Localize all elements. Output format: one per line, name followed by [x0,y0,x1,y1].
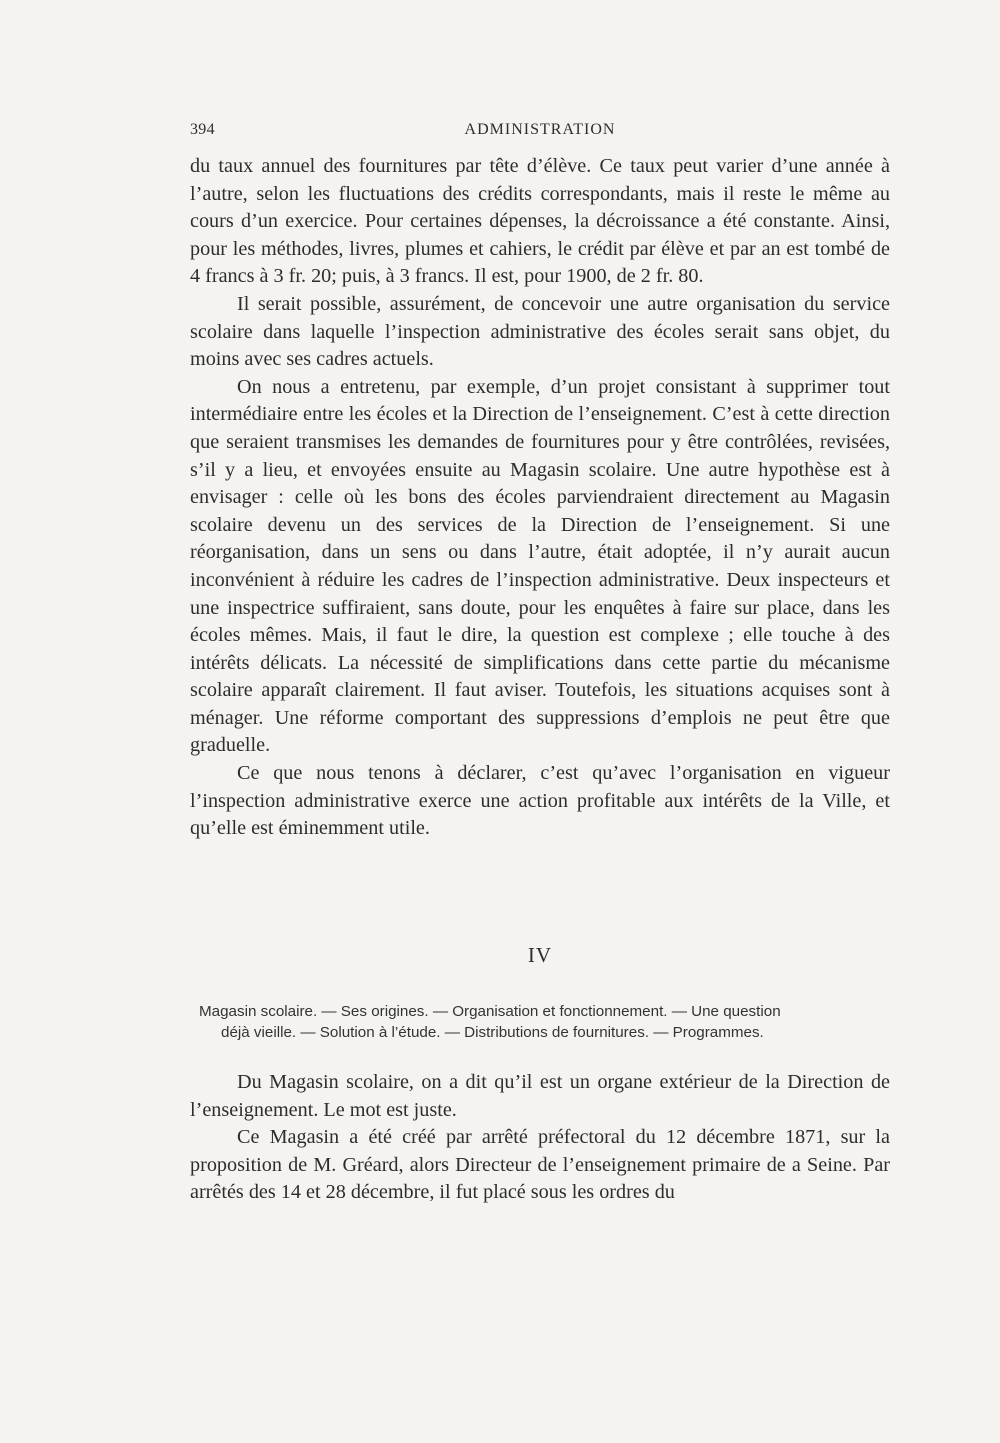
section-number: IV [527,943,553,967]
paragraph: Ce que nous tenons à déclarer, c’est qu’avec l’organisation en vigueur l’inspection administrative exerce une action profitable aux intérêts de la Ville, et qu’elle est éminemment utile. [190,762,890,840]
paragraph: Du Magasin scolaire, on a dit qu’il est un organe extérieur de la Direction de l’enseignement. Le mot est juste. [190,1071,890,1121]
running-title: ADMINISTRATION [464,121,616,138]
paragraph: du taux annuel des fournitures par tête d’élève. Ce taux peut varier d’une année à l’autre, selon les fluctuations des crédits correspondants, mais il reste le même au cours d’un exercice. Pour certaines dépenses, la décroissance a été constante. Ainsi, pour les méthodes, livres, plumes et cahiers, le crédit par élève et par an est tombé de 4 francs à 3 fr. 20; puis, à 3 francs. Il est, pour 1900, de 2 fr. 80. [190,155,890,288]
paragraph: On nous a entretenu, par exemple, d’un projet consistant à supprimer tout intermédiaire entre les écoles et la Direction de l’enseignement. C’est à cette direction que seraient transmises les demandes de fournitures pour y être contrôlées, revisées, s’il y a lieu, et envoyées ensuite au Magasin scolaire. Une autre hypothèse est à envisager : celle où les bons des écoles parviendraient directement au Magasin scolaire devenu un des services de la Direction de l’enseignement. Si une réorganisation, dans un sens ou dans l’autre, était adoptée, il n’y aurait aucun inconvénient à réduire les cadres de l’inspection administrative. Deux inspecteurs et une inspectrice suffiraient, sans doute, pour les enquêtes à faire sur place, dans les écoles mêmes. Mais, il faut le dire, la question est complexe ; elle touche à des intérêts délicats. La nécessité de simplifications dans cette partie du mécanisme scolaire apparaît clairement. Il faut aviser. Toutefois, les situations acquises sont à ménager. Une réforme comportant des suppressions d’emplois ne peut être que graduelle. [190,375,890,757]
paragraph: Il serait possible, assurément, de concevoir une autre organisation du service scolaire dans laquelle l’inspection administrative des écoles serait sans objet, du moins avec ses cadres actuels. [190,292,890,371]
paragraph: Ce Magasin a été créé par arrêté préfectoral du 12 décembre 1871, sur la proposition de M. Gréard, alors Directeur de l’enseignement primaire de a Seine. Par arrêtés des 14 et 28 décembre, il fut placé sous les ordres du [190,1126,890,1204]
body-text-bottom [190,1069,890,1207]
summary-line: Magasin scolaire. — Ses origines. — Organisation et fonctionnement. — Une question [199,1003,781,1020]
section-summary [199,1001,889,1043]
summary-line: déjà vieille. — Solution à l’étude. — Distributions de fournitures. — Programmes. [221,1024,764,1041]
page-header [190,121,890,141]
page-number: 394 [190,121,215,138]
body-text-top [190,153,890,843]
